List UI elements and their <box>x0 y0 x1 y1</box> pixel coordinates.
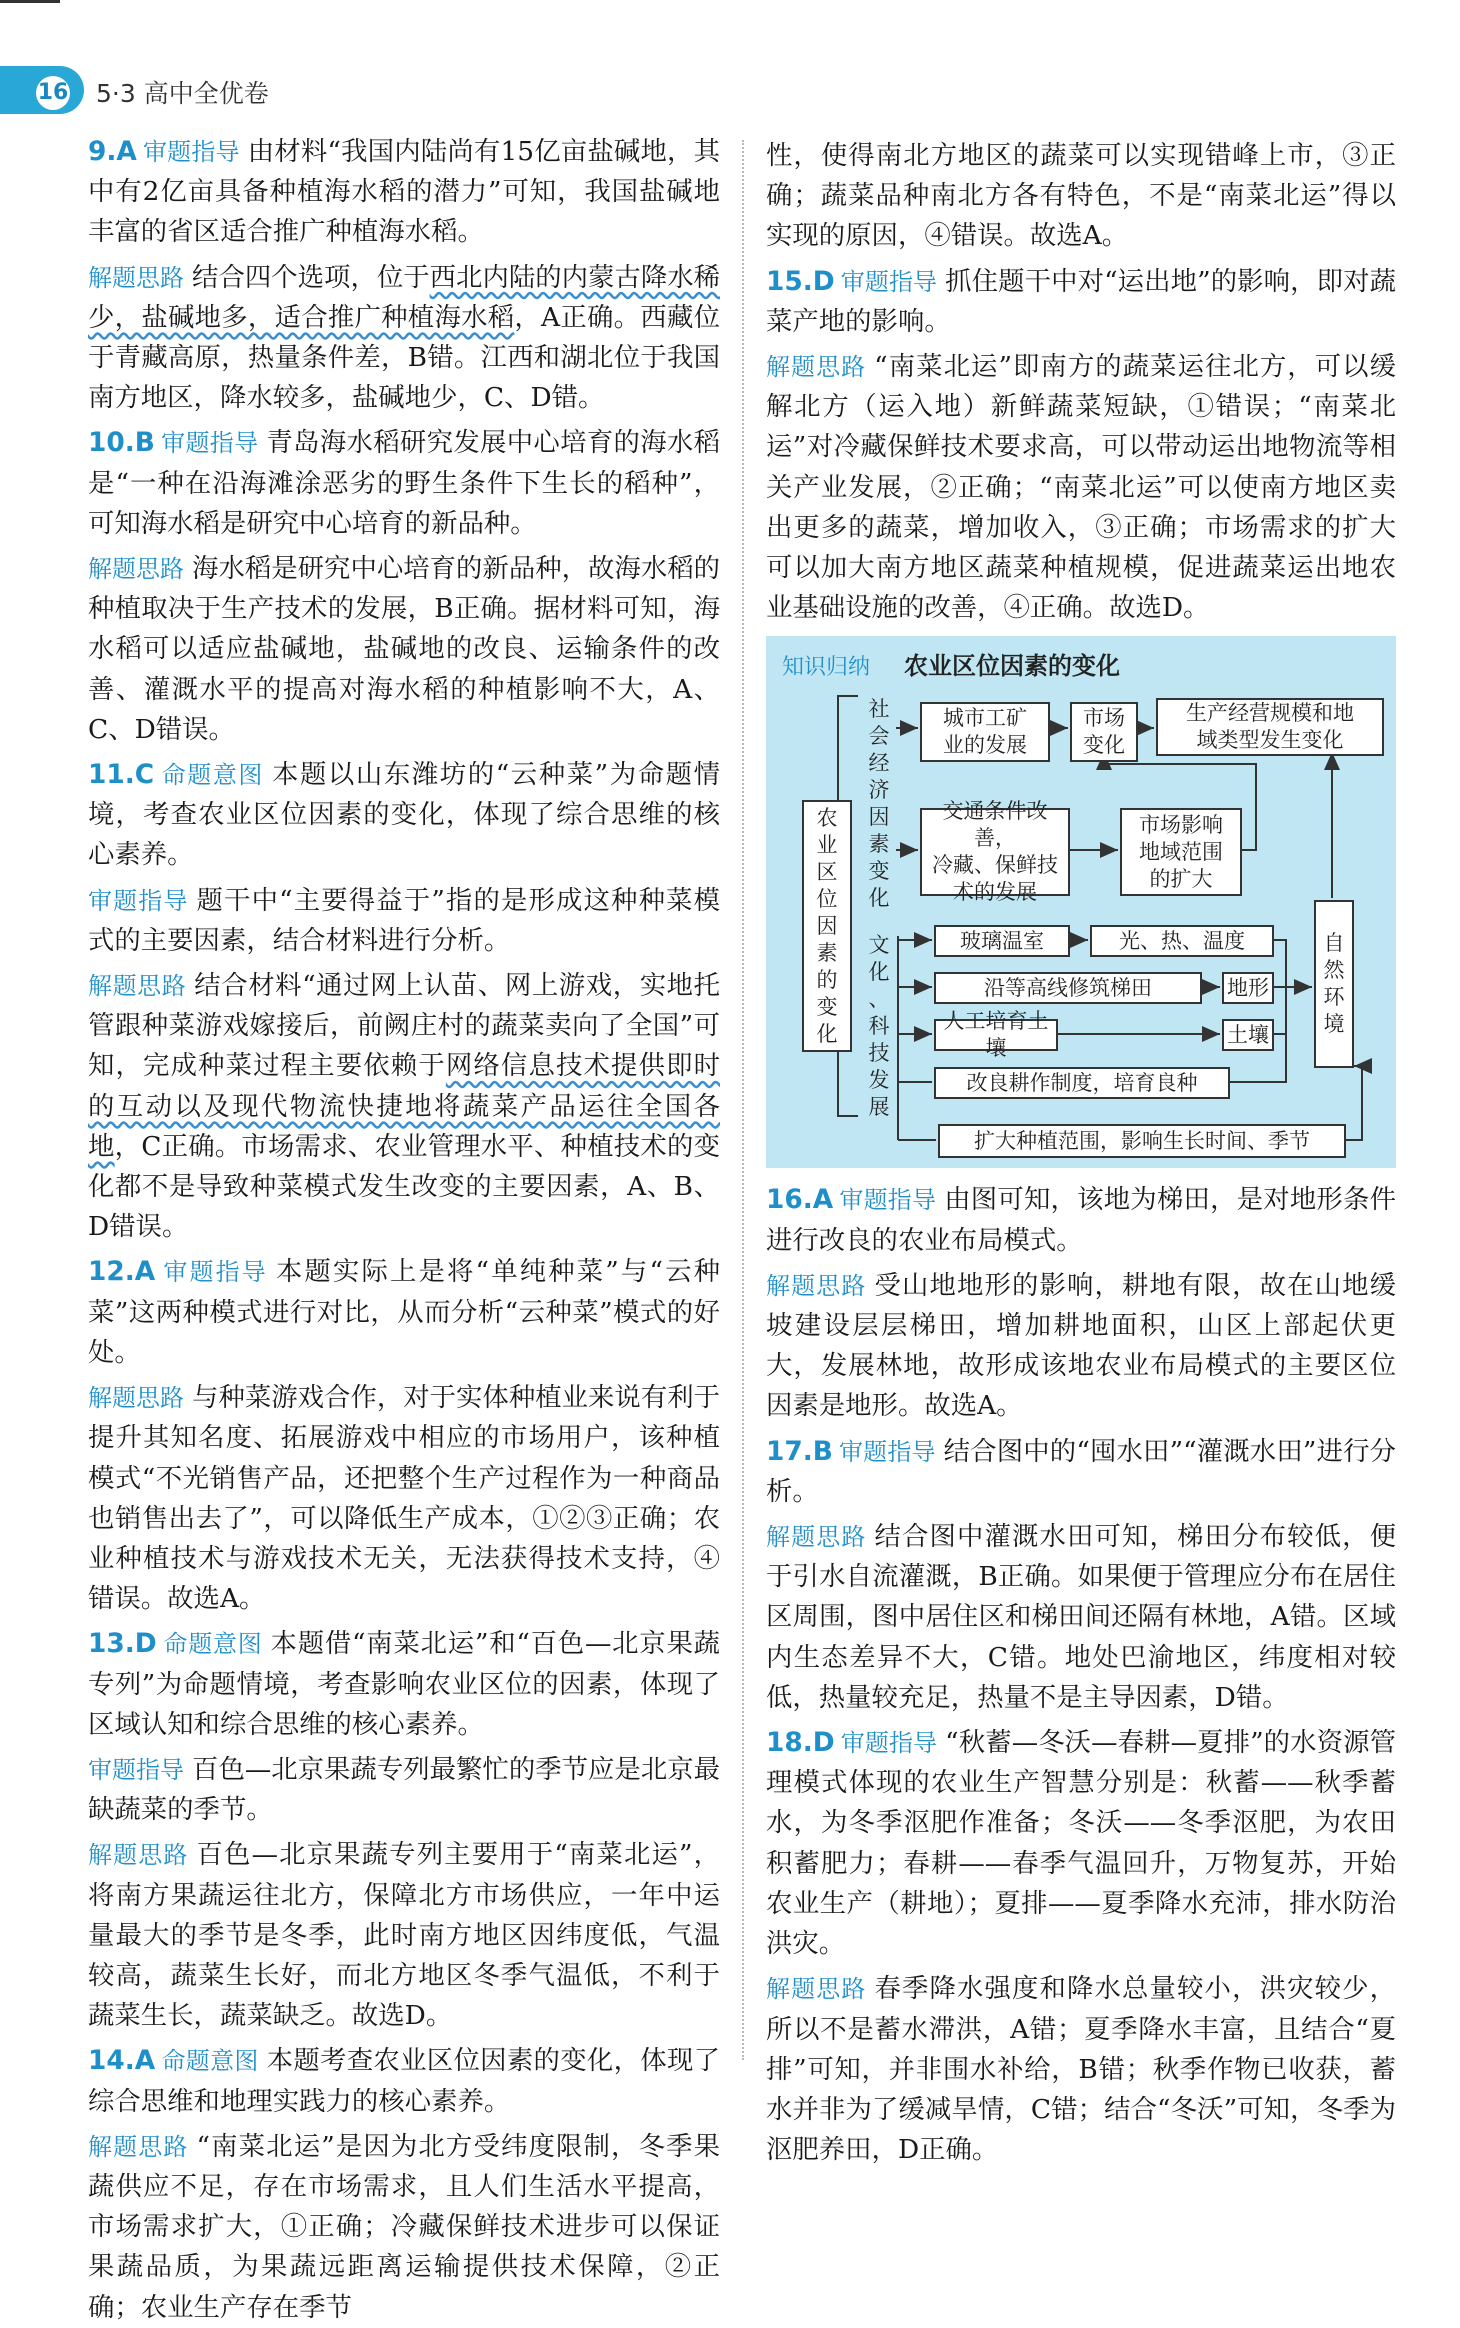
intent-label: 命题意图 <box>161 2047 259 2076</box>
wavy-underlined-text: 西北内陆的内蒙古降水稀少，盐碱地多，适合推广种植海水稻 <box>88 261 721 333</box>
connector-line <box>838 696 858 806</box>
box-text: 的 <box>816 967 838 992</box>
q11-guide <box>88 881 720 961</box>
guide-text: 百色—北京果蔬专列最繁忙的季节应是北京最缺蔬菜的季节。 <box>88 1753 721 1826</box>
label-social-economic <box>860 692 898 916</box>
diagram-title: 农业区位因素的变化 <box>904 652 1120 681</box>
box-text: 业 <box>816 832 838 857</box>
q15-idea <box>766 347 1396 628</box>
guide-label: 审题指导 <box>88 1755 185 1784</box>
q16-idea <box>766 1266 1396 1427</box>
box-expand-planting: 扩大种植范围，影响生长时间、季节 <box>938 1124 1346 1158</box>
idea-label: 解题思路 <box>766 353 867 382</box>
box-text: 因 <box>868 805 890 830</box>
box-text: 自 <box>1323 931 1345 956</box>
box-text: 科 <box>868 1013 890 1038</box>
box-text: 业的发展 <box>943 733 1027 758</box>
q12-idea <box>88 1378 720 1619</box>
box-natural-environment <box>1314 900 1354 1068</box>
q14-idea <box>88 2127 720 2328</box>
box-terrace: 沿等高线修筑梯田 <box>934 972 1202 1004</box>
connector-arrow <box>1346 1066 1362 1140</box>
box-market-change <box>1070 702 1138 762</box>
intent-text: 本题借“南菜北运”和“百色—北京果蔬专列”为命题情境，考查影响农业区位的因素，体现了区域认知和综合思维的核心素养。 <box>88 1628 721 1740</box>
box-improve-farming: 改良耕作制度，培育良种 <box>934 1067 1230 1099</box>
guide-label: 审题指导 <box>142 138 240 166</box>
box-text: 变 <box>816 994 838 1019</box>
intent-label: 命题意图 <box>162 1630 263 1659</box>
question-number: 14.A <box>88 2045 156 2077</box>
box-text: 位 <box>816 886 838 911</box>
box-text: 发 <box>868 1067 890 1092</box>
box-artificial-soil: 人工培育土壤 <box>934 1019 1058 1051</box>
box-glass-greenhouse: 玻璃温室 <box>934 925 1070 957</box>
knowledge-label: 知识归纳 <box>782 655 871 681</box>
q12-guide <box>88 1252 720 1373</box>
box-text: 城市工矿 <box>943 706 1027 731</box>
connector-line <box>838 1046 858 1116</box>
box-text: 的扩大 <box>1149 866 1213 891</box>
box-text: 因 <box>816 913 838 938</box>
box-text: 环 <box>1323 985 1345 1010</box>
q18-idea <box>766 1969 1396 2170</box>
idea-text: 结合图中灌溉水田可知，梯田分布较低，便于引水自流灌溉，B正确。如果便于管理应分布在居住区周围，图中居住区和梯田间还隔有林地，A错。区域内生态差异不大，C错。地处巴渝地区，纬度相对较低，热量较充足，热量不是主导因素，D错。 <box>766 1521 1396 1713</box>
box-text: 术的发展 <box>953 880 1037 905</box>
box-text: 济 <box>868 778 890 803</box>
box-text: 会 <box>868 724 890 749</box>
q10-idea <box>88 549 720 750</box>
guide-text: 由材料“我国内陆尚有15亿亩盐碱地，其中有2亿亩具备种植海水稻的潜力”可知，我国盐碱地丰富的省区适合推广种植海水稻。 <box>88 136 721 248</box>
box-text: 展 <box>868 1094 890 1119</box>
box-text: 境 <box>1323 1012 1345 1037</box>
q17-idea <box>766 1517 1396 1718</box>
box-text: 文 <box>868 932 890 957</box>
guide-text: 本题实际上是将“单纯种菜”与“云种菜”这两种模式进行对比，从而分析“云种菜”模式的好处。 <box>88 1256 720 1368</box>
box-text: 市场影响 <box>1139 812 1223 837</box>
idea-text: 结合四个选项，位于 <box>192 261 430 293</box>
box-main-factor-change <box>802 800 852 1052</box>
box-text: 农 <box>816 805 838 830</box>
box-text: 然 <box>1323 958 1345 983</box>
question-number: 11.C <box>88 759 155 791</box>
idea-label: 解题思路 <box>88 555 185 584</box>
box-text: 变化 <box>1083 733 1125 758</box>
box-text: 社 <box>868 697 890 722</box>
question-number: 15.D <box>766 265 835 297</box>
box-text: 变 <box>868 859 890 884</box>
intent-text: 本题以山东潍坊的“云种菜”为命题情境，考查农业区位因素的变化，体现了综合思维的核心素养。 <box>88 759 721 871</box>
idea-text: 春季降水强度和降水总量较小，洪灾较少，所以不是蓄水滞洪，A错；夏季降水丰富，且结合“夏排”可知，并非围水补给，B错；秋季作物已收获，蓄水并非为了缓减旱情，C错；结合“冬沃”可知，冬季为沤肥养田，D正确。 <box>766 1973 1396 2166</box>
box-text: 经 <box>868 751 890 776</box>
box-text: 技 <box>868 1040 890 1065</box>
right-column <box>766 136 1396 2170</box>
idea-text: 百色—北京果蔬专列主要用于“南菜北运”，将南方果蔬运往北方，保障北方市场供应，一年中运量最大的季节是冬季，此时南方地区因纬度低，气温较高，蔬菜生长好，而北方地区冬季气温低，不利于蔬菜生长，蔬菜缺乏。故选D。 <box>88 1839 721 2032</box>
q11-intent <box>88 755 720 876</box>
guide-label: 审题指导 <box>161 1258 268 1287</box>
idea-label: 解题思路 <box>766 1523 867 1552</box>
box-text: 化 <box>816 1021 838 1046</box>
page-number: 16 <box>36 76 70 110</box>
label-culture-tech <box>860 926 898 1126</box>
page-header <box>0 62 1460 118</box>
idea-text: 结合材料“通过网上认苗、网上游戏，实地托管跟种菜游戏嫁接后，前阙庄村的蔬菜卖向了全国”可知，完成种菜过程主要依赖于 <box>88 970 720 1082</box>
idea-text: 海水稻是研究中心培育的新品种，故海水稻的种植取决于生产技术的发展，B正确。据材料可知，海水稻可以适应盐碱地，盐碱地的改良、运输条件的改善、灌溉水平的提高对海水稻的种植影响不大，A、C、D错误。 <box>88 553 721 745</box>
box-text: 地域范围 <box>1139 839 1223 864</box>
box-text: 域类型发生变化 <box>1196 728 1344 753</box>
knowledge-diagram <box>766 636 1396 1168</box>
box-city-industry <box>920 702 1050 762</box>
idea-text: “南菜北运”是因为北方受纬度限制，冬季果蔬供应不足，存在市场需求，且人们生活水平提高，市场需求扩大，①正确；冷藏保鲜技术进步可以保证果蔬品质，为果蔬远距离运输提供技术保障，②正确；农业生产存在季节 <box>88 2130 721 2323</box>
box-text: 素 <box>868 832 890 857</box>
idea-text: “南菜北运”即南方的蔬菜运往北方，可以缓解北方（运入地）新鲜蔬菜短缺，①错误；“南菜北运”对冷藏保鲜技术要求高，可以带动运出地物流等相关产业发展，②正确；“南菜北运”可以使南方地区卖出更多的蔬菜，增加收入，③正确；市场需求的扩大可以加大南方地区蔬菜种植规模，促进蔬菜运出地农业基础设施的改善，④正确。故选D。 <box>766 351 1396 624</box>
box-text: 市场 <box>1083 706 1125 731</box>
left-column <box>88 132 720 2328</box>
box-text: 化 <box>868 959 890 984</box>
intent-label: 命题意图 <box>160 761 264 790</box>
idea-text: 受山地地形的影响，耕地有限，故在山地缓坡建设层层梯田，增加耕地面积，山区上部起伏更大，发展林地，故形成该地农业布局模式的主要区位因素是地形。故选A。 <box>766 1269 1396 1422</box>
q13-guide <box>88 1750 720 1830</box>
q11-idea <box>88 966 720 1247</box>
box-text: 生产经营规模和地 <box>1186 701 1354 726</box>
q14-intent <box>88 2041 720 2121</box>
box-text: 化 <box>868 886 890 911</box>
idea-label: 解题思路 <box>88 2132 189 2161</box>
guide-label: 审题指导 <box>840 267 938 296</box>
q9-guide <box>88 132 720 253</box>
idea-label: 解题思路 <box>88 1841 189 1870</box>
q10-guide <box>88 423 720 544</box>
q16-guide <box>766 1180 1396 1260</box>
q17-guide <box>766 1432 1396 1512</box>
q14-continued: 性，使得南北方地区的蔬菜可以实现错峰上市，③正确；蔬菜品种南北方各有特色，不是“南菜北运”得以实现的原因，④错误。故选A。 <box>766 140 1396 252</box>
guide-text: 青岛海水稻研究发展中心培育的海水稻是“一种在沿海滩涂恶劣的野生条件下生长的稻种”，可知海水稻是研究中心培育的新品种。 <box>88 427 721 539</box>
box-soil: 土壤 <box>1222 1019 1274 1051</box>
idea-label: 解题思路 <box>88 972 187 1001</box>
guide-text: 由图可知，该地为梯田，是对地形条件进行改良的农业布局模式。 <box>766 1184 1397 1256</box>
idea-text: ，C正确。市场需求、农业管理水平、种植技术的变化都不是导致种菜模式发生改变的主要因素，A、B、D错误。 <box>88 1130 720 1243</box>
guide-text: “秋蓄—冬沃—春耕—夏排”的水资源管理模式体现的农业生产智慧分别是：秋蓄——秋季蓄水，为冬季沤肥作准备；冬沃——冬季沤肥，为农田积蓄肥力；春耕——春季气温回升，万物复苏，开始农业生产（耕地）；夏排——夏季降水充沛，排水防治洪灾。 <box>766 1727 1397 1960</box>
intent-text: 本题考查农业区位因素的变化，体现了综合思维和地理实践力的核心素养。 <box>88 2045 721 2117</box>
idea-label: 解题思路 <box>88 1384 185 1413</box>
box-text: 、 <box>868 986 890 1011</box>
idea-text: ，A正确。西藏位于青藏高原，热量条件差，B错。江西和湖北位于我国南方地区，降水较多，盐碱地少，C、D错。 <box>88 301 720 414</box>
question-number: 9.A <box>88 136 137 167</box>
question-number: 16.A <box>766 1184 834 1216</box>
q13-intent <box>88 1624 720 1745</box>
guide-label: 审题指导 <box>840 1729 938 1758</box>
box-market-range <box>1120 808 1242 896</box>
box-scale-change <box>1156 698 1384 756</box>
box-text: 交通条件改善， <box>942 799 1048 851</box>
guide-label: 审题指导 <box>838 1437 936 1466</box>
question-number: 18.D <box>766 1727 835 1759</box>
idea-text: 与种菜游戏合作，对于实体种植业来说有利于提升其知名度、拓展游戏中相应的市场用户，该种植模式“不光销售产品，还把整个生产过程作为一种商品也销售出去了”，可以降低生产成本，①②③正确；农业种植技术与游戏技术无关，无法获得技术支持，④错误。故选A。 <box>88 1382 721 1615</box>
q9-idea <box>88 258 720 419</box>
question-number: 12.A <box>88 1256 156 1288</box>
q13-idea <box>88 1835 720 2036</box>
box-light-heat-temp: 光、热、温度 <box>1090 925 1274 957</box>
q15-guide <box>766 262 1396 342</box>
top-edge-bar <box>0 0 60 3</box>
idea-label: 解题思路 <box>766 1975 867 2004</box>
question-number: 17.B <box>766 1435 833 1467</box>
box-text: 区 <box>816 859 838 884</box>
wavy-underlined-text: 网络信息技术提供即时的互动以及现代物流快捷地将蔬菜产品运往全国各地 <box>88 1050 720 1162</box>
guide-text: 抓住题干中对“运出地”的影响，即对蔬菜产地的影响。 <box>766 265 1397 337</box>
book-title: 5·3 高中全优卷 <box>96 79 269 108</box>
idea-label: 解题思路 <box>88 263 185 292</box>
idea-label: 解题思路 <box>766 1271 867 1300</box>
guide-text: 结合图中的“囤水田”“灌溉水田”进行分析。 <box>766 1435 1396 1507</box>
guide-label: 审题指导 <box>88 886 189 915</box>
box-text: 素 <box>816 940 838 965</box>
box-transport-tech <box>920 799 1070 905</box>
question-number: 10.B <box>88 427 155 459</box>
box-text: 冷藏、保鲜技 <box>932 853 1058 878</box>
question-number: 13.D <box>88 1628 157 1660</box>
column-divider <box>742 140 744 2060</box>
q18-guide <box>766 1723 1396 1964</box>
guide-text: 题干中“主要得益于”指的是形成这种种菜模式的主要因素，结合材料进行分析。 <box>88 884 721 956</box>
box-terrain: 地形 <box>1222 972 1274 1004</box>
guide-label: 审题指导 <box>839 1186 937 1215</box>
guide-label: 审题指导 <box>160 429 259 458</box>
